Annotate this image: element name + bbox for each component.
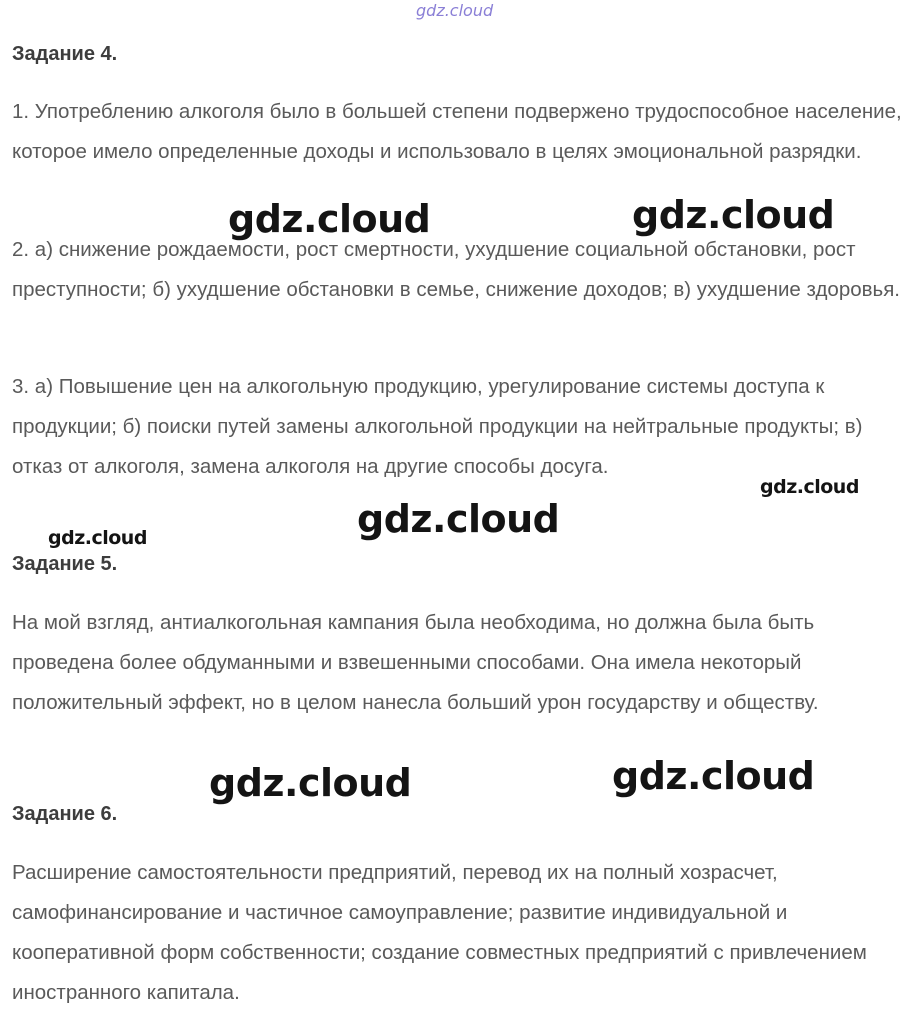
task-5-answer: На мой взгляд, антиалкогольная кампания была необходима, но должна была быть проведена более обдуманными и взвешенными способами. Она имела некоторый положительный эффект, но в целом нанесла больший урон государству и обществу. [12,611,819,714]
task-4-answer-2: 2. а) снижение рождаемости, рост смертности, ухудшение социальной обстановки, рост преступности; б) ухудшение обстановки в семье, снижение доходов; в) ухудшение здоровья. [12,238,900,301]
task-4-heading: Задание 4. [12,43,118,65]
watermark-6: gdz.cloud [209,761,412,805]
task-5-heading: Задание 5. [12,553,118,575]
watermark-5: gdz.cloud [48,527,147,549]
watermark-4: gdz.cloud [357,497,560,541]
task-6-answer: Расширение самостоятельности предприятий, перевод их на полный хозрасчет, самофинансирование и частичное самоуправление; развитие индивидуальной и кооперативной форм собственности; создание совместных предприятий с привлечением иностранного капитала. [12,861,867,1004]
header-watermark: gdz.cloud [416,1,494,20]
watermark-3: gdz.cloud [760,476,859,498]
task-4-answer-1: 1. Употреблению алкоголя было в большей степени подвержено трудоспособное население, которое имело определенные доходы и использовало в целях эмоциональной разрядки. [12,100,902,163]
watermark-1: gdz.cloud [228,197,431,241]
task-6-heading: Задание 6. [12,803,118,825]
watermark-2: gdz.cloud [632,193,835,237]
watermark-7: gdz.cloud [612,754,815,798]
task-4-answer-3: 3. а) Повышение цен на алкогольную продукцию, урегулирование системы доступа к продукции; б) поиски путей замены алкогольной продукции на нейтральные продукты; в) отказ от алкоголя, замена алкоголя на другие способы досуга. [12,375,863,478]
